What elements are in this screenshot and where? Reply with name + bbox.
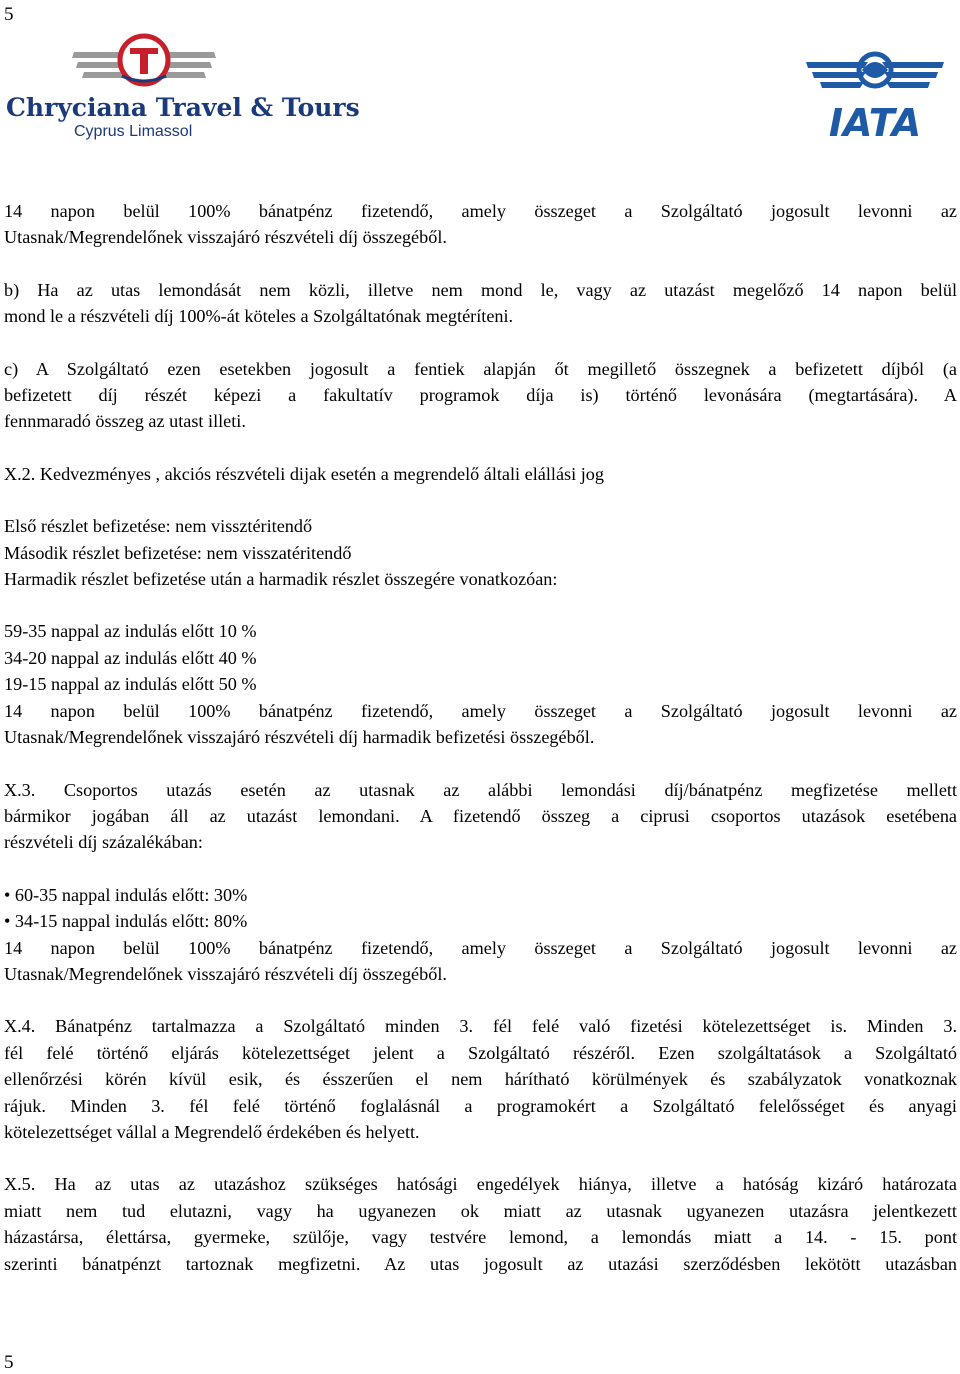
paragraph-line: miatt nem tud elutazni, vagy ha ugyanezen ok miatt az utasnak ugyanezen utazásra jelentkezett <box>4 1200 957 1221</box>
chryciana-logo <box>4 22 360 142</box>
paragraph-line: b) Ha az utas lemondását nem közli, illetve nem mond le, vagy az utazást megelőző 14 napon belül <box>4 279 957 300</box>
document-body <box>4 198 957 1277</box>
paragraph-line: kötelezettséget vállal a Megrendelő érdekében és helyett. <box>4 1121 420 1142</box>
page-number-top: 5 <box>4 4 14 25</box>
paragraph-line: 14 napon belül 100% bánatpénz fizetendő, amely összeget a Szolgáltató jogosult levonni az <box>4 201 957 221</box>
paragraph-line: fél felé történő eljárás kötelezettséget jelent a Szolgáltató részéről. Ezen szolgáltatások a Szolgáltató <box>4 1042 957 1063</box>
paragraph-line: rájuk. Minden 3. fél felé történő foglalásnál a programokért a Szolgáltató felelősséget és anyagi <box>4 1095 957 1116</box>
rate-line: 59-35 nappal az indulás előtt 10 % <box>4 621 257 642</box>
rate-line: 19-15 nappal az indulás előtt 50 % <box>4 674 257 695</box>
section-heading-x4: X.4. Bánatpénz tartalmazza a Szolgáltató minden 3. fél felé való fizetési kötelezettséget is. Minden 3. <box>4 1016 957 1037</box>
paragraph-line: házastársa, élettársa, gyermeke, szülője, vagy testvére lemond, a lemondás miatt a 14. - 15. pont <box>4 1227 957 1248</box>
paragraph-line: Utasnak/Megrendelőnek visszajáró részvételi díj összegéből. <box>4 227 447 248</box>
page-number-bottom: 5 <box>4 1352 14 1373</box>
paragraph-line: fennmaradó összeg az utast illeti. <box>4 411 246 432</box>
iata-wings-icon <box>806 54 944 88</box>
paragraph-line: c) A Szolgáltató ezen esetekben jogosult a fentiek alapján őt megillető összegnek a befizetett díjból (a <box>4 358 957 379</box>
paragraph-line: Első részlet befizetése: nem vissztéritendő <box>4 516 313 537</box>
bullet-item: • 34-15 nappal indulás előtt: 80% <box>4 911 248 932</box>
paragraph-line: szerinti bánatpénzt tartoznak megfizetni. Az utas jogosult az utazási szerződésben lekötött utazásban <box>4 1253 957 1274</box>
paragraph-line: 14 napon belül 100% bánatpénz fizetendő, amely összeget a Szolgáltató jogosult levonni az <box>4 937 957 958</box>
rate-line: 34-20 nappal az indulás előtt 40 % <box>4 647 257 668</box>
paragraph-line: részvételi díj százalékában: <box>4 832 203 853</box>
paragraph-line: Utasnak/Megrendelőnek visszajáró részvételi díj összegéből. <box>4 963 447 984</box>
paragraph-line: mond le a részvételi díj 100%-át köteles a Szolgáltatónak megtéríteni. <box>4 306 514 327</box>
section-heading-x2: X.2. Kedvezményes , akciós részvételi dijak esetén a megrendelő általi elállási jog <box>4 463 604 484</box>
brand-text: Chryciana Travel & Tours <box>6 93 360 122</box>
paragraph-line: Utasnak/Megrendelőnek visszajáró részvételi díj harmadik befizetési összegéből. <box>4 727 595 748</box>
paragraph-line: befizetett díj részét képezi a fakultatív programok díja is) történő levonására (megtartására). A <box>4 385 957 406</box>
paragraph-line: ellenőrzési körén kívül esik, és ésszerűen el nem hárítható körülmények és szabályzatok vonatkoznak <box>4 1069 957 1090</box>
section-heading-x3: X.3. Csoportos utazás esetén az utasnak az alábbi lemondási díj/bánatpénz megfizetése mellett <box>4 779 957 800</box>
location-text: Cyprus Limassol <box>74 123 193 140</box>
paragraph-line: Második részlet befizetése: nem visszatéritendő <box>4 542 352 563</box>
paragraph-line: 14 napon belül 100% bánatpénz fizetendő, amely összeget a Szolgáltató jogosult levonni az <box>4 700 957 721</box>
section-heading-x5: X.5. Ha az utas az utazáshoz szükséges hatósági engedélyek hiánya, illetve a hatóság kizáró határozata <box>4 1174 957 1195</box>
paragraph-line: bármikor jogában áll az utazást lemondani. A fizetendő összeg a ciprusi csoportos utazások esetébena <box>4 805 957 826</box>
paragraph-line: Harmadik részlet befizetése után a harmadik részlet összegére vonatkozóan: <box>4 569 558 590</box>
iata-logo <box>800 40 950 145</box>
iata-text: IATA <box>828 101 922 145</box>
bullet-item: • 60-35 nappal indulás előtt: 30% <box>4 884 248 905</box>
